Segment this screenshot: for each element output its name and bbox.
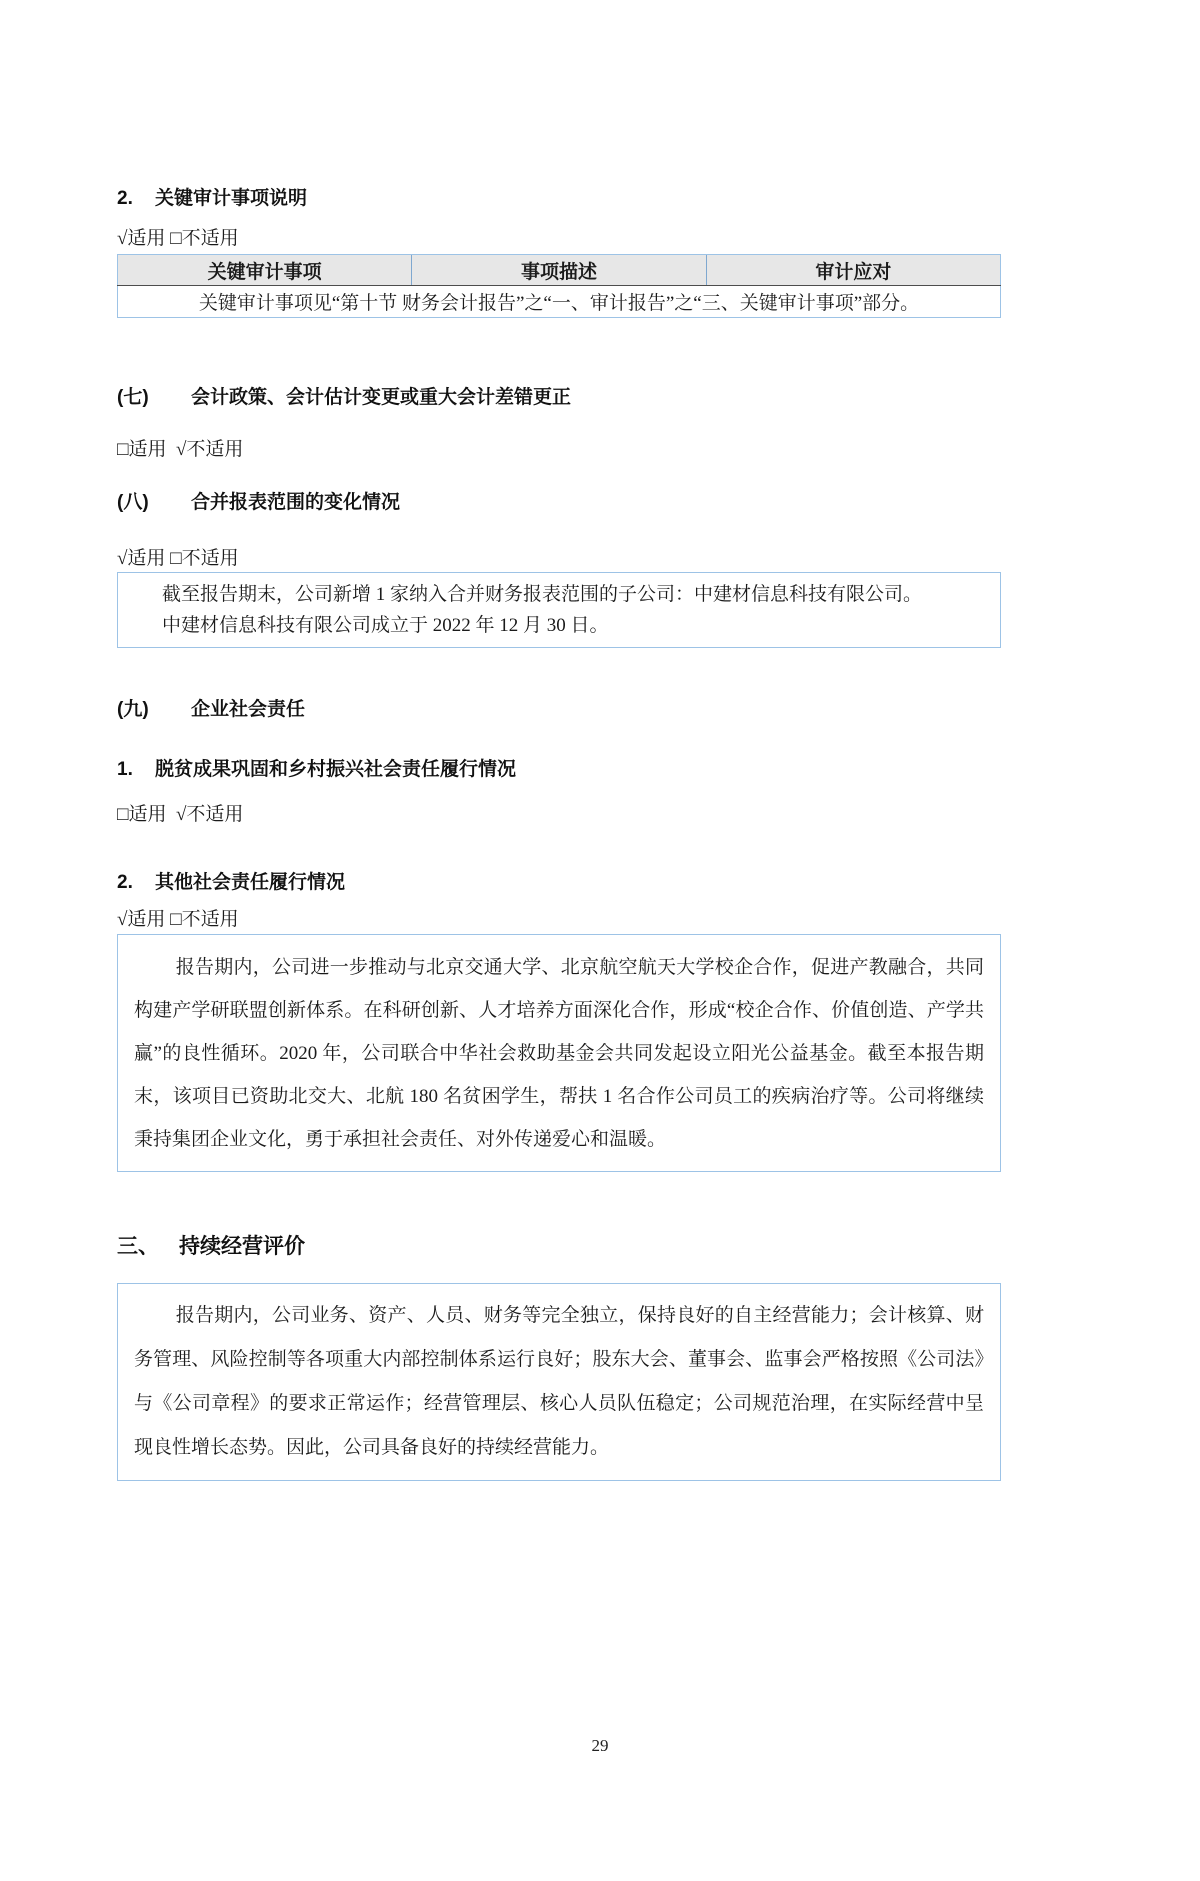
heading-title: 脱贫成果巩固和乡村振兴社会责任履行情况	[155, 759, 517, 780]
going-concern-text-box	[117, 1283, 1001, 1481]
table-row	[118, 286, 1001, 318]
heading-number: (七)	[117, 387, 149, 408]
applicability-line: √适用 □不适用	[117, 548, 239, 569]
section-heading-other-social-responsibility	[117, 870, 1001, 896]
paragraph: 报告期内，公司业务、资产、人员、财务等完全独立，保持良好的自主经营能力；会计核算、财务管理、风险控制等各项重大内部控制体系运行良好；股东大会、董事会、监事会严格按照《公司法》与《公司章程》的要求正常运作；经营管理层、核心人员队伍稳定；公司规范治理，在实际经营中呈现良性增长态势。因此，公司具备良好的持续经营能力。	[134, 1305, 984, 1458]
table-row-text: 关键审计事项见“第十节 财务会计报告”之“一、审计报告”之“三、关键审计事项”部分。	[118, 286, 1001, 318]
table-header-cell: 关键审计事项	[118, 255, 412, 286]
paragraph: 报告期内，公司进一步推动与北京交通大学、北京航空航天大学校企合作，促进产教融合，共同构建产学研联盟创新体系。在科研创新、人才培养方面深化合作，形成“校企合作、价值创造、产学共赢”的良性循环。2020 年，公司联合中华社会救助基金会共同发起设立阳光公益基金。截至本报告期末，该项目已资助北交大、北航 180 名贫困学生，帮扶 1 名合作公司员工的疾病治疗等。公司将继续秉持集团企业文化，勇于承担社会责任、对外传递爱心和温暖。	[134, 957, 984, 1150]
table-header-cell: 审计应对	[706, 255, 1000, 286]
section-heading-consolidation-scope	[117, 490, 1001, 516]
heading-number: 2.	[117, 872, 133, 893]
section-heading-poverty-alleviation	[117, 757, 1001, 783]
heading-number: 1.	[117, 759, 133, 780]
applicability-line: □适用 √不适用	[117, 804, 244, 825]
social-responsibility-text-box	[117, 934, 1001, 1172]
heading-number: 三、	[117, 1235, 159, 1258]
heading-title: 合并报表范围的变化情况	[191, 492, 401, 513]
heading-title: 会计政策、会计估计变更或重大会计差错更正	[191, 387, 572, 408]
section-heading-key-audit	[117, 186, 1001, 212]
section-heading-going-concern	[117, 1233, 1001, 1261]
applicability-line: □适用 √不适用	[117, 439, 244, 460]
section-heading-accounting-policy	[117, 385, 1001, 411]
box-line: 截至报告期末，公司新增 1 家纳入合并财务报表范围的子公司：中建材信息科技有限公司。	[162, 584, 923, 605]
consolidation-scope-text-box	[117, 572, 1001, 648]
heading-number: (八)	[117, 492, 149, 513]
heading-title: 持续经营评价	[179, 1235, 305, 1258]
heading-number: (九)	[117, 699, 149, 720]
table-header-cell: 事项描述	[412, 255, 706, 286]
heading-title: 关键审计事项说明	[155, 188, 308, 209]
key-audit-table	[117, 254, 1001, 318]
applicability-line: √适用 □不适用	[117, 228, 239, 249]
document-page	[117, 186, 1001, 1481]
heading-number: 2.	[117, 188, 133, 209]
table-header-row	[118, 255, 1001, 286]
heading-title: 企业社会责任	[191, 699, 306, 720]
applicability-line: √适用 □不适用	[117, 909, 239, 930]
box-line: 中建材信息科技有限公司成立于 2022 年 12 月 30 日。	[162, 615, 609, 636]
heading-title: 其他社会责任履行情况	[155, 872, 346, 893]
page-number: 29	[591, 1736, 609, 1755]
section-heading-social-responsibility	[117, 697, 1001, 723]
